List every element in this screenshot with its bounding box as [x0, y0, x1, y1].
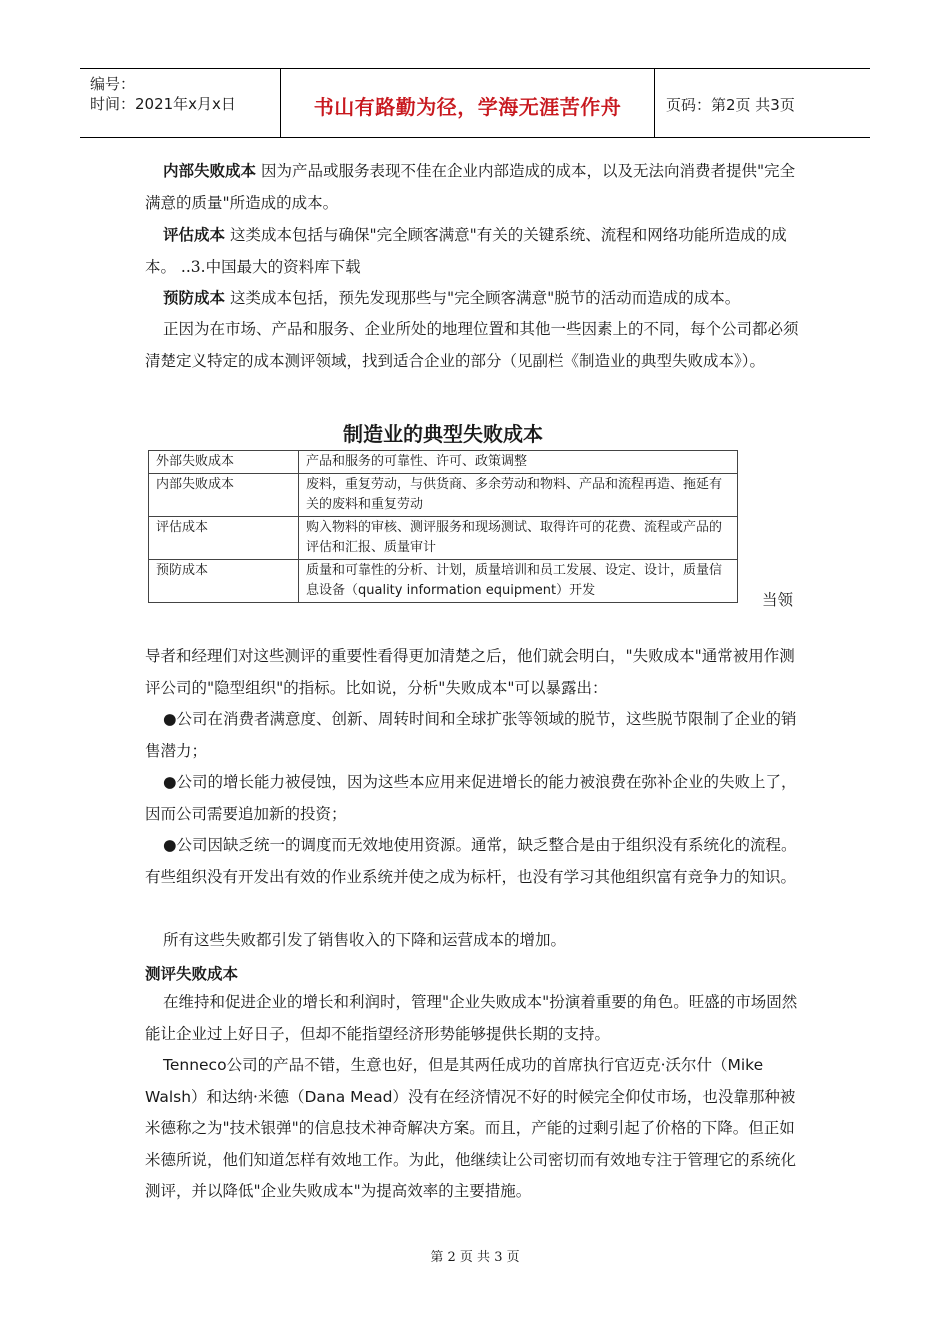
document-header	[80, 68, 870, 138]
bullet-item-1: ●公司在消费者满意度、创新、周转时间和全球扩张等领域的脱节，这些脱节限制了企业的销售潜力；	[145, 710, 797, 760]
header-motto: 书山有路勤为径，学海无涯苦作舟	[313, 95, 622, 119]
bullet-item-3: ●公司因缺乏统一的调度而无效地使用资源。通常，缺乏整合是由于组织没有系统化的流程。有些组织没有开发出有效的作业系统并使之成为标杆，也没有学习其他组织富有竞争力的知识。	[145, 836, 797, 886]
paragraph-5: 导者和经理们对这些测评的重要性看得更加清楚之后，他们就会明白，"失败成本"通常被用作测评公司的"隐型组织"的指标。比如说，分析"失败成本"可以暴露出：	[145, 647, 795, 697]
header-meta-cell	[80, 69, 281, 137]
text-segment: 公司的产品不错，生意也好，但是其两任成功的首席执行官迈克·沃尔什（	[226, 1056, 728, 1074]
text-internal-failure: 因为产品或服务表现不佳在企业内部造成的成本，以及无法向消费者提供"完全满意的质量"所造成的成本。	[145, 162, 796, 212]
table-cell-key: 评估成本	[149, 517, 299, 560]
section-heading: 测评失败成本	[145, 965, 239, 983]
table-cell-key: 内部失败成本	[149, 474, 299, 517]
text-evaluation: 这类成本包括与确保"完全顾客满意"有关的关键系统、流程和网络功能所造成的成本。 ..3.中国最大的资料库下载	[145, 226, 787, 276]
text-segment: ）没有在经济情况不好的时候完全仰仗市场，也没靠那种被米德称之为"技术银弹"的信息技术神奇解决方案。而且，产能的过剩引起了价格的下降。但正如米德所说，他们知道怎样有效地工作。为此，他继续让公司密切而有效地专注于管理它的系统化测评，并以降低"企业失败成本"为提高效率的主要措施。	[145, 1087, 797, 1200]
term-prevention: 预防成本	[163, 289, 226, 307]
table-cell-key: 预防成本	[149, 560, 299, 603]
table-row	[149, 517, 738, 560]
header-page-cell	[656, 69, 870, 137]
paragraph-internal-failure	[145, 156, 807, 219]
text-person-name: Dana Mead	[304, 1087, 393, 1106]
table-row	[149, 560, 738, 603]
paragraph-7: 在维持和促进企业的增长和利润时，管理"企业失败成本"扮演着重要的角色。旺盛的市场固然能让企业过上好日子，但却不能指望经济形势能够提供长期的支持。	[145, 993, 798, 1043]
table-row	[149, 474, 738, 517]
header-motto-cell	[281, 69, 655, 137]
term-evaluation: 评估成本	[163, 226, 226, 244]
table-cell-value: 购入物料的审核、测评服务和现场测试、取得许可的花费、流程或产品的评估和汇报、质量审计	[299, 517, 738, 560]
document-number: 编号：	[90, 75, 136, 93]
paragraph-prevention	[145, 283, 807, 315]
table-cell-value: 产品和服务的可靠性、许可、政策调整	[299, 451, 738, 474]
term-internal-failure: 内部失败成本	[163, 162, 257, 180]
bullet-item-2: ●公司的增长能力被侵蚀，因为这些本应用来促进增长的能力被浪费在弥补企业的失败上了，因而公司需要追加新的投资；	[145, 773, 797, 823]
figure-title: 制造业的典型失败成本	[343, 422, 543, 446]
text-segment: ）和达纳·米德（	[191, 1087, 305, 1106]
paragraph-8	[145, 1050, 807, 1208]
paragraph-6: 所有这些失败都引发了销售收入的下降和运营成本的增加。	[163, 931, 567, 949]
table-cell-key: 外部失败成本	[149, 451, 299, 474]
failure-cost-table	[148, 450, 738, 603]
table-cell-value: 质量和可靠性的分析、计划，质量培训和员工发展、设定、设计，质量信息设备（quality information equipment）开发	[299, 560, 738, 603]
text-person-name: Mike Walsh	[145, 1056, 764, 1106]
text-prevention: 这类成本包括，预先发现那些与"完全顾客满意"脱节的活动而造成的成本。	[225, 289, 741, 307]
table-row	[149, 451, 738, 474]
text-company-name: Tenneco	[163, 1056, 227, 1074]
paragraph-4: 正因为在市场、产品和服务、企业所处的地理位置和其他一些因素上的不同，每个公司都必须清楚定义特定的成本测评领域，找到适合企业的部分（见副栏《制造业的典型失败成本》）。	[145, 320, 799, 370]
header-page-number: 页码：第2页 共3页	[666, 96, 795, 114]
paragraph-evaluation	[145, 220, 807, 283]
document-time: 时间：2021年x月x日	[90, 95, 236, 113]
page-footer: 第 2 页 共 3 页	[430, 1250, 520, 1265]
table-cell-value: 废料，重复劳动，与供货商、多余劳动和物料、产品和流程再造、拖延有关的废料和重复劳动	[299, 474, 738, 517]
aside-word: 当领	[762, 591, 794, 609]
